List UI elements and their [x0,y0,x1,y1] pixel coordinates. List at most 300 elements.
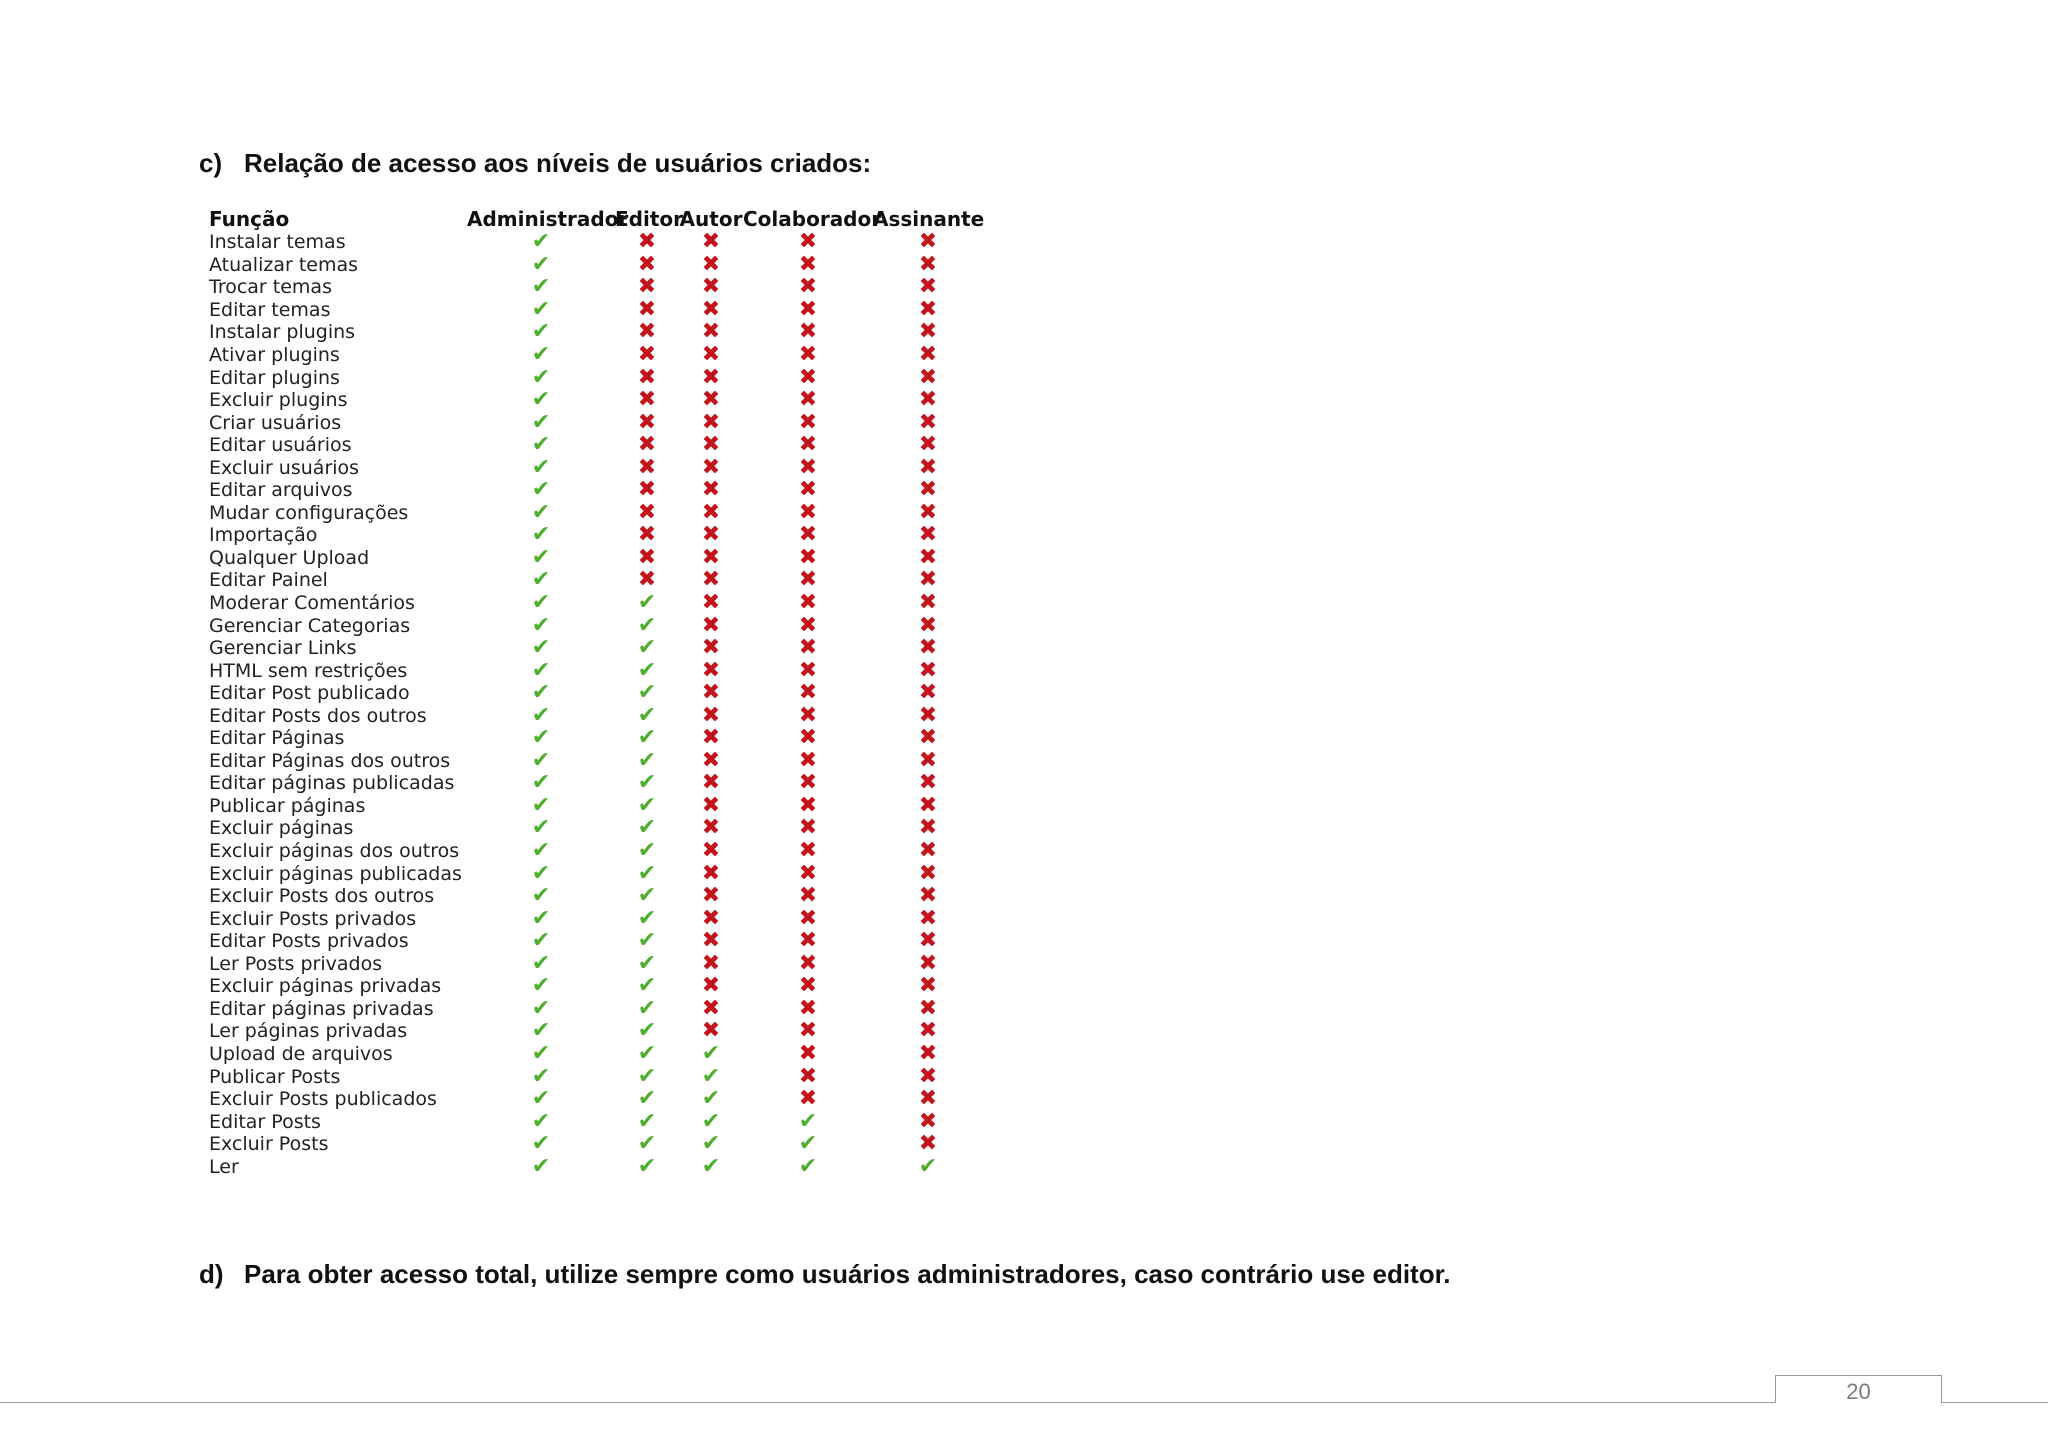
cell-assinante [873,637,983,659]
cross-icon: ✖ [701,770,721,796]
cell-administrador [467,682,615,704]
row-function-label: Editar arquivos [209,479,353,502]
row-function-label: Upload de arquivos [209,1042,393,1065]
heading-d-text: Para obter acesso total, utilize sempre como usuários administradores, caso contrário use editor. [244,1259,1451,1289]
check-icon: ✔ [637,838,657,864]
cell-editor [615,817,679,839]
check-icon: ✔ [531,590,551,616]
cell-colaborador [743,657,873,683]
cell-assinante [873,772,983,794]
row-function-label: Editar plugins [209,366,340,389]
check-icon: ✔ [637,680,657,706]
check-icon: ✔ [531,792,551,818]
cross-icon: ✖ [918,1131,938,1157]
table-row [209,479,985,502]
heading-c-marker: c) [199,148,223,178]
check-icon: ✔ [531,883,551,909]
cell-colaborador [743,1108,873,1134]
cross-icon: ✖ [701,567,721,593]
cross-icon: ✖ [918,1063,938,1089]
table-row [209,840,985,863]
cross-icon: ✖ [918,815,938,841]
check-icon: ✔ [531,928,551,954]
cross-icon: ✖ [637,319,657,345]
check-icon: ✔ [531,657,551,683]
cell-colaborador [743,569,873,591]
cross-icon: ✖ [701,544,721,570]
cell-autor [679,950,743,976]
table-row [209,344,985,367]
check-icon: ✔ [637,747,657,773]
cell-editor [615,747,679,773]
table-row [209,456,985,479]
cross-icon: ✖ [798,477,818,503]
check-icon: ✔ [531,432,551,458]
cell-colaborador [743,885,873,907]
cell-autor [679,1088,743,1110]
cross-icon: ✖ [701,702,721,728]
cell-autor [679,296,743,322]
check-icon: ✔ [531,544,551,570]
cell-administrador [467,702,615,728]
check-icon: ✔ [637,702,657,728]
cell-autor [679,321,743,343]
cross-icon: ✖ [798,950,818,976]
row-function-label: Editar páginas privadas [209,997,434,1020]
cell-assinante [873,409,983,435]
cell-editor [615,569,679,591]
check-icon: ✔ [531,702,551,728]
cell-colaborador [743,1063,873,1089]
cell-editor [615,792,679,818]
check-icon: ✔ [637,770,657,796]
table-row [209,1110,985,1133]
cross-icon: ✖ [918,657,938,683]
cell-administrador [467,1088,615,1110]
check-icon: ✔ [531,950,551,976]
cell-autor [679,1153,743,1179]
check-icon: ✔ [531,1086,551,1112]
cell-editor [615,950,679,976]
cell-administrador [467,747,615,773]
check-icon: ✔ [637,883,657,909]
cross-icon: ✖ [701,838,721,864]
row-function-label: Editar Post publicado [209,682,410,705]
cell-autor [679,524,743,546]
cell-colaborador [743,950,873,976]
check-icon: ✔ [531,860,551,886]
cross-icon: ✖ [701,792,721,818]
cell-autor [679,1063,743,1089]
cross-icon: ✖ [637,342,657,367]
cell-colaborador [743,905,873,931]
cell-administrador [467,792,615,818]
cell-administrador [467,276,615,298]
check-icon: ✔ [531,477,551,503]
cell-assinante [873,1153,983,1179]
cell-colaborador [743,409,873,435]
cell-assinante [873,434,983,456]
cross-icon: ✖ [918,251,938,277]
header-assinante: Assinante [873,206,985,231]
cell-autor [679,727,743,749]
cell-colaborador [743,389,873,411]
cell-colaborador [743,479,873,501]
cross-icon: ✖ [918,905,938,931]
cross-icon: ✖ [701,432,721,458]
cross-icon: ✖ [798,364,818,390]
cell-editor [615,995,679,1021]
cell-colaborador [743,296,873,322]
header-colaborador: Colaborador [743,206,882,231]
cross-icon: ✖ [798,1040,818,1066]
cross-icon: ✖ [798,770,818,796]
cell-administrador [467,499,615,525]
cell-colaborador [743,817,873,839]
cell-autor [679,569,743,591]
cell-assinante [873,344,983,366]
row-function-label: Excluir plugins [209,389,348,412]
cross-icon: ✖ [798,838,818,864]
cell-colaborador [743,251,873,277]
cell-autor [679,682,743,704]
cell-editor [615,524,679,546]
cross-icon: ✖ [918,567,938,593]
cross-icon: ✖ [798,251,818,277]
cell-autor [679,499,743,525]
cell-autor [679,479,743,501]
cross-icon: ✖ [701,995,721,1021]
cross-icon: ✖ [637,432,657,458]
check-icon: ✔ [637,657,657,683]
cross-icon: ✖ [918,838,938,864]
row-function-label: Excluir Posts dos outros [209,885,435,908]
cross-icon: ✖ [918,973,938,999]
cross-icon: ✖ [918,1108,938,1134]
table-row [209,659,985,682]
row-function-label: Publicar páginas [209,794,366,817]
cross-icon: ✖ [798,454,818,480]
check-icon: ✔ [531,296,551,322]
header-autor: Autor [679,206,743,231]
check-icon: ✔ [531,770,551,796]
cross-icon: ✖ [918,544,938,570]
check-icon: ✔ [531,1063,551,1089]
cell-autor [679,612,743,638]
row-function-label: HTML sem restrições [209,659,408,682]
header-editor: Editor [615,206,683,231]
table-row [209,817,985,840]
check-icon: ✔ [798,1153,818,1179]
cross-icon: ✖ [918,364,938,390]
cell-administrador [467,975,615,997]
row-function-label: Editar Posts [209,1110,321,1133]
check-icon: ✔ [637,905,657,931]
cross-icon: ✖ [701,950,721,976]
cell-assinante [873,657,983,683]
check-icon: ✔ [531,973,551,999]
cell-autor [679,231,743,253]
cross-icon: ✖ [798,815,818,841]
cell-administrador [467,454,615,480]
row-function-label: Editar Páginas dos outros [209,749,451,772]
row-function-label: Excluir usuários [209,456,360,479]
cell-editor [615,860,679,886]
check-icon: ✔ [701,1063,721,1089]
cell-colaborador [743,434,873,456]
check-icon: ✔ [531,251,551,277]
check-icon: ✔ [531,635,551,661]
cross-icon: ✖ [701,590,721,616]
cell-editor [615,1088,679,1110]
cell-assinante [873,321,983,343]
cell-assinante [873,1133,983,1155]
cell-autor [679,544,743,570]
cell-autor [679,995,743,1021]
cell-assinante [873,860,983,886]
cell-administrador [467,860,615,886]
cross-icon: ✖ [918,409,938,435]
cell-assinante [873,975,983,997]
row-function-label: Editar temas [209,298,331,321]
cell-colaborador [743,344,873,366]
footer-divider [0,1402,2048,1403]
cell-administrador [467,409,615,435]
cross-icon: ✖ [918,432,938,458]
table-row [209,276,985,299]
cross-icon: ✖ [918,229,938,255]
cell-assinante [873,1040,983,1066]
cell-colaborador [743,682,873,704]
cell-assinante [873,1108,983,1134]
row-function-label: Ler Posts privados [209,952,383,975]
heading-c-text: Relação de acesso aos níveis de usuários criados: [244,148,872,178]
cell-autor [679,885,743,907]
cell-editor [615,364,679,390]
table-row [209,434,985,457]
check-icon: ✔ [637,950,657,976]
cross-icon: ✖ [701,296,721,322]
cross-icon: ✖ [701,747,721,773]
cell-colaborador [743,592,873,614]
cell-assinante [873,885,983,907]
cell-administrador [467,592,615,614]
cross-icon: ✖ [798,499,818,525]
row-function-label: Excluir Posts [209,1133,329,1156]
table-row [209,251,985,277]
cross-icon: ✖ [701,1018,721,1044]
cross-icon: ✖ [918,387,938,413]
table-row [209,321,985,344]
cell-administrador [467,296,615,322]
table-row [209,637,985,660]
cell-assinante [873,296,983,322]
cell-editor [615,544,679,570]
cross-icon: ✖ [637,522,657,548]
cell-colaborador [743,727,873,749]
table-row [209,704,985,727]
cross-icon: ✖ [798,635,818,661]
check-icon: ✔ [637,1018,657,1044]
cell-autor [679,1020,743,1042]
row-function-label: Instalar temas [209,231,346,254]
cross-icon: ✖ [701,973,721,999]
cross-icon: ✖ [701,883,721,909]
table-row [209,1020,985,1043]
cross-icon: ✖ [918,454,938,480]
cross-icon: ✖ [918,883,938,909]
row-function-label: Excluir páginas publicadas [209,862,462,885]
header-funcao: Função [209,206,290,231]
table-row [209,907,985,930]
cross-icon: ✖ [637,364,657,390]
cell-assinante [873,702,983,728]
cell-administrador [467,817,615,839]
cell-editor [615,930,679,952]
cell-autor [679,434,743,456]
check-icon: ✔ [531,1108,551,1134]
check-icon: ✔ [531,905,551,931]
table-row [209,995,985,1021]
cell-administrador [467,389,615,411]
table-row [209,930,985,953]
cell-administrador [467,321,615,343]
check-icon: ✔ [637,792,657,818]
access-table [209,206,985,1178]
cell-administrador [467,569,615,591]
cell-editor [615,1020,679,1042]
cell-assinante [873,389,983,411]
cross-icon: ✖ [918,274,938,300]
cell-autor [679,702,743,728]
cross-icon: ✖ [798,973,818,999]
cross-icon: ✖ [701,725,721,751]
cross-icon: ✖ [798,409,818,435]
cell-editor [615,727,679,749]
cell-administrador [467,344,615,366]
cross-icon: ✖ [798,612,818,638]
row-function-label: Ler [209,1155,239,1178]
row-function-label: Ativar plugins [209,344,340,366]
cell-colaborador [743,1153,873,1179]
cell-editor [615,637,679,659]
cross-icon: ✖ [918,792,938,818]
cross-icon: ✖ [918,680,938,706]
row-function-label: Gerenciar Categorias [209,614,411,637]
heading-d [199,1258,1451,1290]
cell-editor [615,682,679,704]
cell-colaborador [743,499,873,525]
cross-icon: ✖ [701,860,721,886]
cross-icon: ✖ [798,928,818,954]
check-icon: ✔ [637,973,657,999]
check-icon: ✔ [531,319,551,345]
cross-icon: ✖ [798,590,818,616]
cell-editor [615,454,679,480]
check-icon: ✔ [531,838,551,864]
check-icon: ✔ [637,1086,657,1112]
row-function-label: Excluir páginas dos outros [209,840,460,863]
row-function-label: Editar Posts privados [209,930,409,953]
cell-assinante [873,544,983,570]
cell-colaborador [743,637,873,659]
cell-editor [615,840,679,862]
cell-editor [615,344,679,366]
row-function-label: Editar Painel [209,569,328,592]
cell-colaborador [743,454,873,480]
cell-administrador [467,1108,615,1134]
table-row [209,1088,985,1111]
cross-icon: ✖ [918,702,938,728]
check-icon: ✔ [637,590,657,616]
cell-colaborador [743,792,873,818]
check-icon: ✔ [531,567,551,593]
row-function-label: Ler páginas privadas [209,1020,408,1043]
table-row [209,1133,985,1156]
cell-editor [615,296,679,322]
cell-autor [679,930,743,952]
cross-icon: ✖ [637,567,657,593]
cell-administrador [467,1020,615,1042]
row-function-label: Atualizar temas [209,253,359,276]
row-function-label: Instalar plugins [209,321,356,344]
check-icon: ✔ [701,1131,721,1157]
cross-icon: ✖ [701,364,721,390]
check-icon: ✔ [531,364,551,390]
cell-colaborador [743,995,873,1021]
check-icon: ✔ [531,522,551,548]
check-icon: ✔ [531,747,551,773]
cross-icon: ✖ [798,567,818,593]
cell-administrador [467,657,615,683]
cross-icon: ✖ [701,657,721,683]
cross-icon: ✖ [918,1018,938,1044]
check-icon: ✔ [531,995,551,1021]
cross-icon: ✖ [637,499,657,525]
table-header [209,206,985,231]
cell-assinante [873,930,983,952]
cell-administrador [467,1040,615,1066]
cross-icon: ✖ [637,296,657,322]
cell-editor [615,409,679,435]
cell-colaborador [743,702,873,728]
cross-icon: ✖ [701,251,721,277]
cross-icon: ✖ [798,342,818,367]
cross-icon: ✖ [798,1086,818,1112]
row-function-label: Excluir Posts privados [209,907,417,930]
cross-icon: ✖ [918,612,938,638]
cell-colaborador [743,747,873,773]
cross-icon: ✖ [701,229,721,255]
cell-editor [615,1133,679,1155]
check-icon: ✔ [531,815,551,841]
cross-icon: ✖ [918,477,938,503]
cell-colaborador [743,975,873,997]
table-row [209,862,985,885]
cell-autor [679,657,743,683]
cross-icon: ✖ [701,680,721,706]
cell-administrador [467,544,615,570]
cell-administrador [467,950,615,976]
cell-assinante [873,1088,983,1110]
check-icon: ✔ [701,1040,721,1066]
cell-assinante [873,840,983,862]
cell-autor [679,364,743,390]
cell-assinante [873,682,983,704]
cell-colaborador [743,612,873,638]
row-function-label: Importação [209,524,318,547]
heading-c [199,147,871,179]
